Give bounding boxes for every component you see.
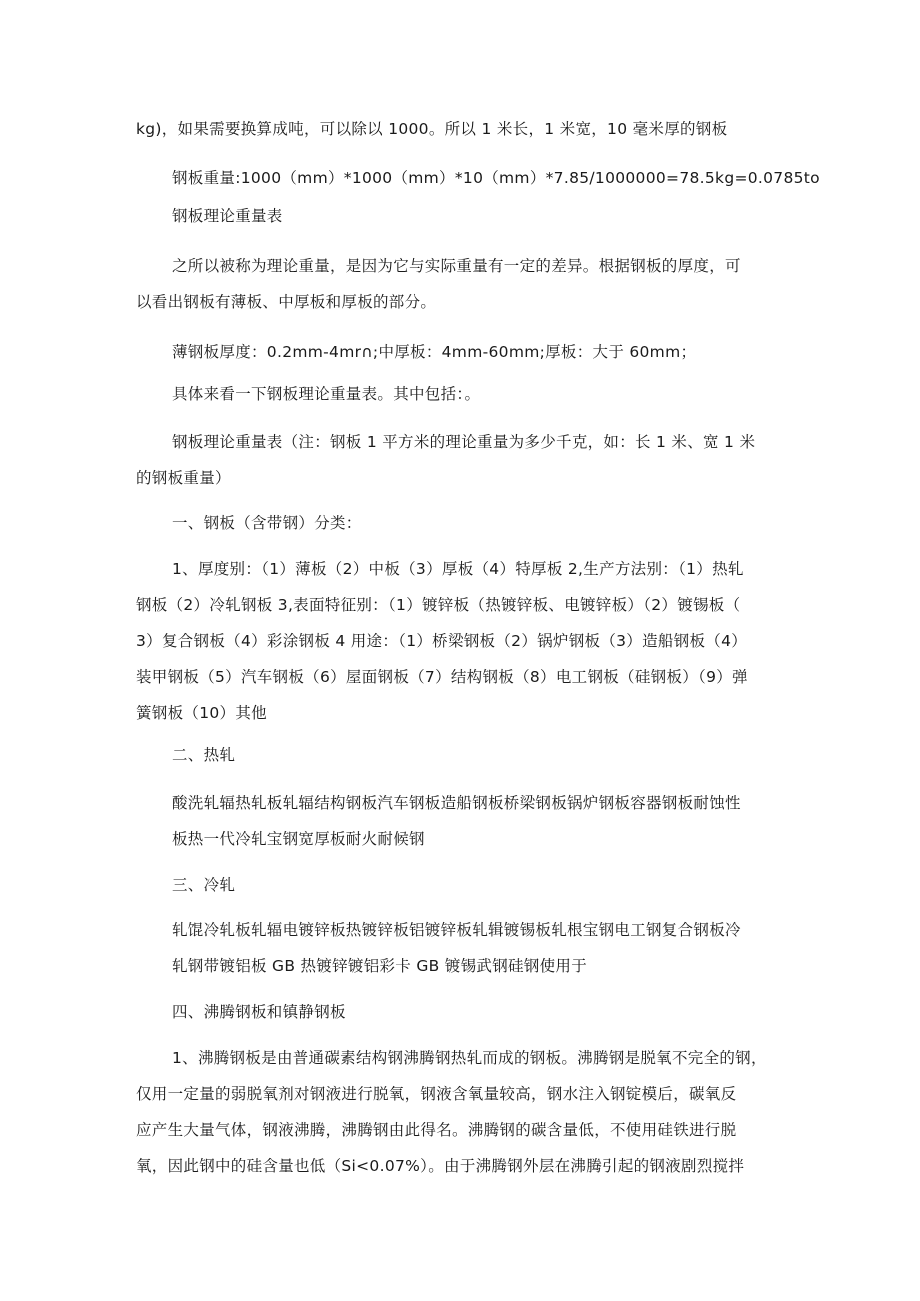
paragraph-theory-explanation: [136, 248, 824, 320]
text-line: 1、沸腾钢板是由普通碳素结构钢沸腾钢热轧而成的钢板。沸腾钢是脱氧不完全的钢，: [172, 1049, 767, 1067]
text-line: 四、沸腾钢板和镇静钢板: [172, 1003, 346, 1021]
paragraph-rimmed-steel: [136, 1040, 824, 1184]
text-line: 一、钢板（含带钢）分类：: [172, 514, 362, 532]
text-line: 板热一代冷轧宝钢宽厚板耐火耐候钢: [172, 830, 425, 848]
text-line: 轧馄冷轧板轧辐电镀锌板热镀锌板铝镀锌板轧辑镀锡板轧根宝钢电工钢复合钢板冷: [172, 921, 741, 939]
paragraph-table-intro: [136, 376, 824, 412]
paragraph-table-note: [136, 424, 824, 496]
text-line: 簧钢板（10）其他: [136, 704, 267, 722]
paragraph-weight-formula: [136, 160, 824, 196]
text-line: 之所以被称为理论重量，是因为它与实际重量有一定的差异。根据钢板的厚度，可: [172, 257, 741, 275]
paragraph-heading-theory-table: [136, 198, 824, 234]
paragraph-hot-rolled-list: [136, 785, 824, 857]
text-line: 1、厚度别：（1）薄板（2）中板（3）厚板（4）特厚板 2,生产方法别：（1）热轧: [172, 560, 744, 578]
text-line: 以看出钢板有薄板、中厚板和厚板的部分。: [136, 293, 437, 311]
section-heading-hot-rolled: [136, 737, 824, 773]
paragraph-classification-list: [136, 551, 824, 731]
text-line: 钢板理论重量表（注：钢板 1 平方米的理论重量为多少千克，如：长 1 米、宽 1 米: [172, 433, 756, 451]
text-line: 3）复合钢板（4）彩涂钢板 4 用途：（1）桥梁钢板（2）锅炉钢板（3）造船钢板（4）: [136, 632, 748, 650]
text-line: 具体来看一下钢板理论重量表。其中包括：。: [172, 385, 481, 403]
paragraph-thickness-ranges: [136, 334, 824, 370]
text-line: 薄钢板厚度：0.2mm-4mr∩;中厚板：4mm-60mm;厚板：大于 60mm；: [172, 343, 697, 361]
text-line: 仅用一定量的弱脱氧剂对钢液进行脱氧，钢液含氧量较高，钢水注入钢锭模后，碳氧反: [136, 1085, 737, 1103]
text-line: 酸洗轧辐热轧板轧辐结构钢板汽车钢板造船钢板桥梁钢板锅炉钢板容器钢板耐蚀性: [172, 794, 741, 812]
section-heading-rimmed-killed: [136, 994, 824, 1030]
text-line: 氧，因此钢中的硅含量也低（Si<0.07%）。由于沸腾钢外层在沸腾引起的钢液剧烈搅拌: [136, 1157, 745, 1175]
section-heading-cold-rolled: [136, 867, 824, 903]
paragraph-cold-rolled-list: [136, 912, 824, 984]
text-line: 装甲钢板（5）汽车钢板（6）屋面钢板（7）结构钢板（8）电工钢板（硅钢板）（9）弹: [136, 668, 748, 686]
text-line: 钢板重量:1000（mm）*1000（mm）*10（mm）*7.85∕1000000=78.5kg=0.0785to: [172, 169, 820, 187]
text-line: 钢板理论重量表: [172, 207, 283, 225]
text-line: 三、冷轧: [172, 876, 236, 894]
paragraph-weight-conversion: [136, 111, 788, 147]
section-heading-classification: [136, 505, 824, 541]
text-line: 钢板（2）冷轧钢板 3,表面特征别：（1）镀锌板（热镀锌板、电镀锌板）（2）镀锡板（: [136, 596, 741, 614]
text-line: 二、热轧: [172, 746, 236, 764]
text-line: 应产生大量气体，钢液沸腾，沸腾钢由此得名。沸腾钢的碳含量低，不使用硅铁进行脱: [136, 1121, 737, 1139]
text-line: kg)，如果需要换算成吨，可以除以 1000。所以 1 米长，1 米宽，10 毫米厚的钢板: [136, 120, 728, 138]
text-line: 轧钢带镀铝板 GB 热镀锌镀铝彩卡 GB 镀锡武钢硅钢使用于: [172, 957, 587, 975]
text-line: 的钢板重量）: [136, 469, 231, 487]
